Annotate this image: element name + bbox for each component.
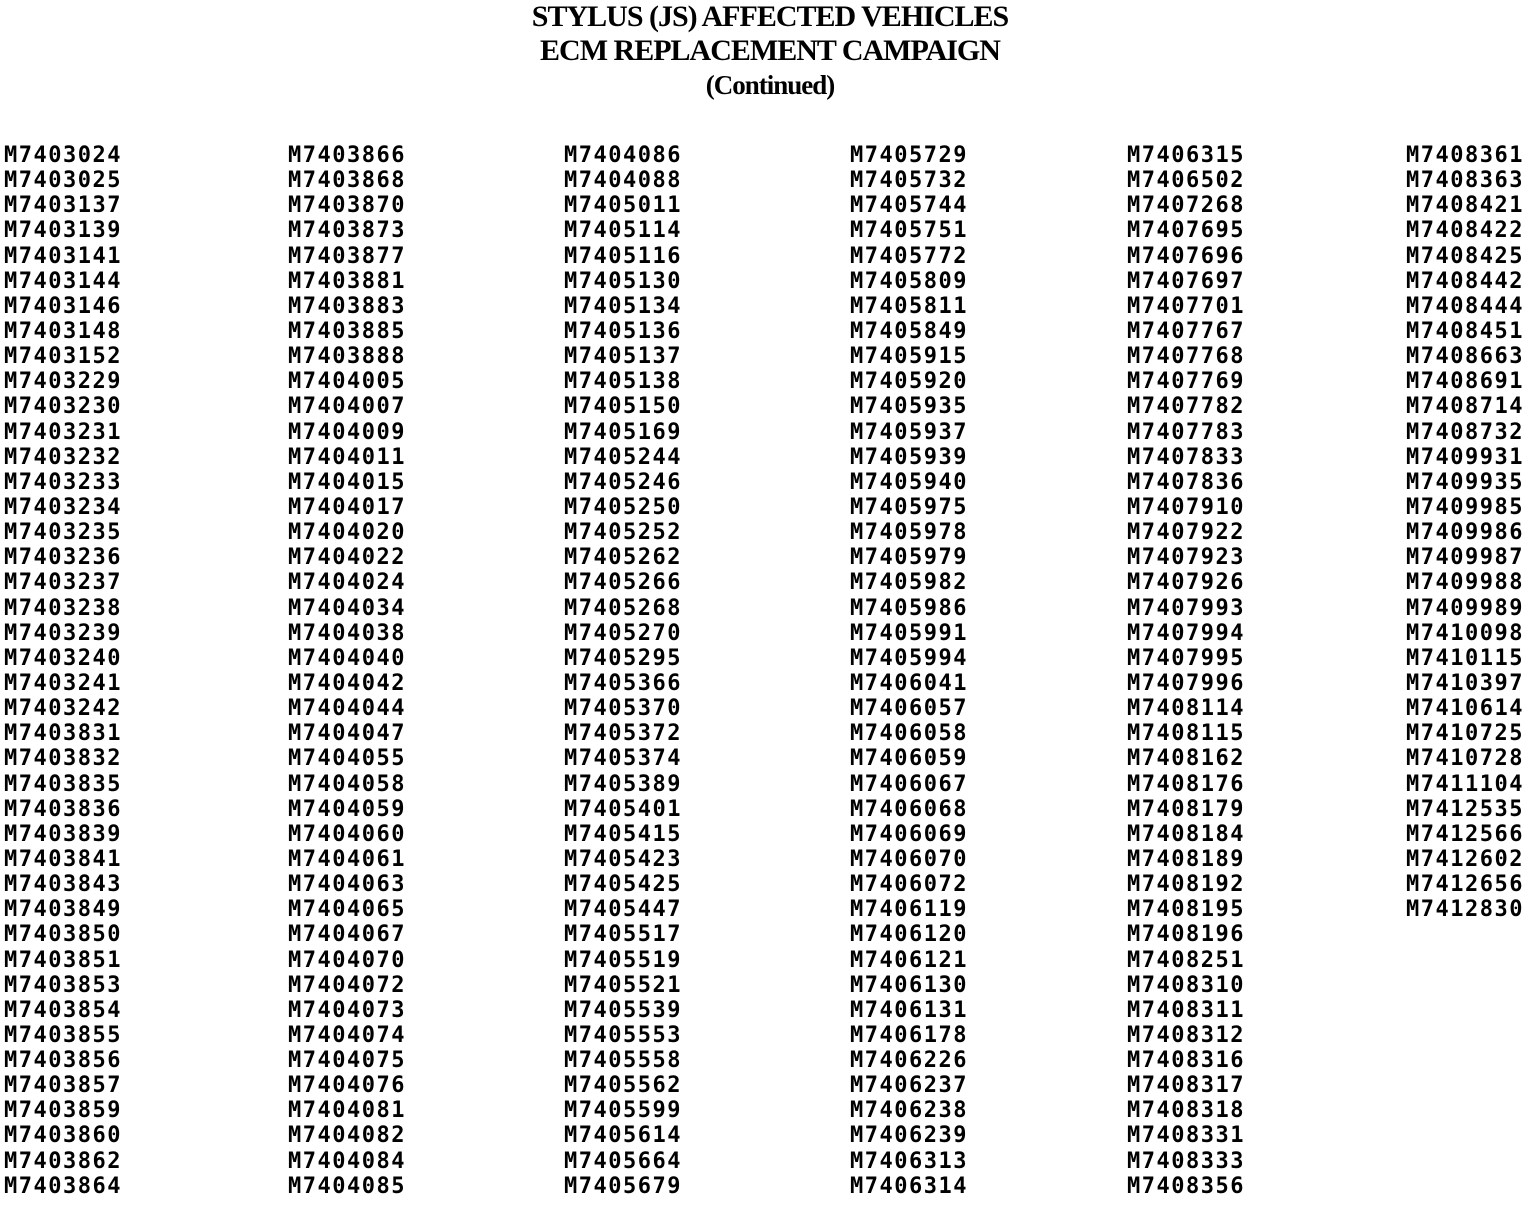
vehicle-id: M7406237 [850,1073,968,1099]
vehicle-id: M7407697 [1127,268,1245,294]
vehicle-id: M7405562 [564,1073,682,1099]
vehicle-id: M7403152 [4,344,122,370]
vehicle-id: M7410728 [1406,746,1524,772]
vehicle-id: M7404042 [288,670,406,696]
vehicle-id: M7406041 [850,670,968,696]
vehicle-id: M7404084 [288,1148,406,1174]
vehicle-id: M7404067 [288,922,406,948]
vehicle-id: M7403024 [4,143,122,168]
vehicle-id: M7405915 [850,344,968,370]
vehicle-id: M7405423 [564,846,682,872]
vehicle-id: M7405169 [564,419,682,445]
vehicle-id: M7409931 [1406,444,1524,470]
vehicle-id: M7405415 [564,821,682,847]
vehicle-id: M7405011 [564,193,682,219]
vehicle-id: M7405729 [850,143,968,168]
vehicle-id: M7405937 [850,419,968,445]
vehicle-id: M7405751 [850,218,968,244]
vehicle-id: M7403236 [4,545,122,571]
vehicle-id: M7407695 [1127,218,1245,244]
vehicle-id: M7403868 [288,168,406,194]
vehicle-id: M7406226 [850,1048,968,1074]
vehicle-id: M7406178 [850,1022,968,1048]
vehicle-id: M7408333 [1127,1148,1245,1174]
vehicle-id: M7408189 [1127,846,1245,872]
vehicle-id: M7407993 [1127,595,1245,621]
vehicle-column-4 [850,143,968,1199]
vehicle-id: M7405519 [564,947,682,973]
vehicle-id: M7407768 [1127,344,1245,370]
vehicle-id: M7404075 [288,1048,406,1074]
vehicle-id: M7406072 [850,872,968,898]
vehicle-id: M7403866 [288,143,406,168]
vehicle-id: M7405389 [564,771,682,797]
vehicle-id: M7406314 [850,1173,968,1199]
vehicle-id: M7404059 [288,796,406,822]
vehicle-id: M7408310 [1127,972,1245,998]
vehicle-id: M7405986 [850,595,968,621]
vehicle-id: M7405553 [564,1022,682,1048]
vehicle-id: M7408451 [1406,318,1524,344]
vehicle-id: M7404082 [288,1123,406,1149]
vehicle-id: M7408421 [1406,193,1524,219]
vehicle-id: M7404060 [288,821,406,847]
vehicle-id: M7404015 [288,469,406,495]
vehicle-id: M7405137 [564,344,682,370]
vehicle-id: M7405262 [564,545,682,571]
vehicle-id: M7407836 [1127,469,1245,495]
vehicle-id: M7408714 [1406,394,1524,420]
vehicle-id: M7408114 [1127,696,1245,722]
vehicle-id: M7404070 [288,947,406,973]
vehicle-id: M7403888 [288,344,406,370]
vehicle-id: M7408184 [1127,821,1245,847]
vehicle-id: M7403855 [4,1022,122,1048]
vehicle-id: M7405979 [850,545,968,571]
vehicle-id: M7408318 [1127,1098,1245,1124]
vehicle-id: M7405374 [564,746,682,772]
vehicle-id: M7405994 [850,645,968,671]
vehicle-id: M7405372 [564,721,682,747]
vehicle-id: M7406315 [1127,143,1245,168]
vehicle-id: M7403883 [288,293,406,319]
vehicle-id: M7407767 [1127,318,1245,344]
document-title: STYLUS (JS) AFFECTED VEHICLES [531,0,1009,33]
vehicle-id: M7403851 [4,947,122,973]
vehicle-id: M7412656 [1406,872,1524,898]
vehicle-id: M7405975 [850,494,968,520]
vehicle-id: M7404065 [288,897,406,923]
vehicle-id: M7409989 [1406,595,1524,621]
vehicle-id: M7405134 [564,293,682,319]
vehicle-id: M7406067 [850,771,968,797]
vehicle-id: M7405978 [850,520,968,546]
vehicle-id: M7403877 [288,243,406,269]
vehicle-id: M7405940 [850,469,968,495]
vehicle-id: M7403836 [4,796,122,822]
vehicle-id: M7406131 [850,997,968,1023]
vehicle-id: M7405679 [564,1173,682,1199]
vehicle-id: M7404009 [288,419,406,445]
vehicle-id: M7405366 [564,670,682,696]
vehicle-id: M7403839 [4,821,122,847]
vehicle-id: M7405250 [564,494,682,520]
vehicle-id: M7408442 [1406,268,1524,294]
vehicle-id: M7404085 [288,1173,406,1199]
vehicle-id: M7406059 [850,746,968,772]
vehicle-id: M7404072 [288,972,406,998]
vehicle-id: M7403841 [4,846,122,872]
vehicle-id: M7407769 [1127,369,1245,395]
vehicle-id: M7403873 [288,218,406,244]
vehicle-id: M7404017 [288,494,406,520]
vehicle-id: M7404073 [288,997,406,1023]
vehicle-id: M7406313 [850,1148,968,1174]
vehicle-id: M7403240 [4,645,122,671]
vehicle-id: M7405517 [564,922,682,948]
vehicle-id: M7403234 [4,494,122,520]
vehicle-id: M7405935 [850,394,968,420]
vehicle-id: M7412535 [1406,796,1524,822]
vehicle-id: M7410614 [1406,696,1524,722]
vehicle-id: M7403235 [4,520,122,546]
vehicle-id: M7407783 [1127,419,1245,445]
vehicle-id: M7409986 [1406,520,1524,546]
vehicle-id: M7407994 [1127,620,1245,646]
vehicle-id: M7403849 [4,897,122,923]
vehicle-id: M7407926 [1127,570,1245,596]
vehicle-id: M7408356 [1127,1173,1245,1199]
vehicle-id: M7408251 [1127,947,1245,973]
vehicle-id: M7408196 [1127,922,1245,948]
vehicle-id: M7405991 [850,620,968,646]
vehicle-id: M7409985 [1406,494,1524,520]
vehicle-id: M7403831 [4,721,122,747]
vehicle-id: M7408331 [1127,1123,1245,1149]
vehicle-id: M7408311 [1127,997,1245,1023]
vehicle-id: M7404022 [288,545,406,571]
vehicle-id: M7403144 [4,268,122,294]
vehicle-id: M7405244 [564,444,682,470]
vehicle-id: M7406119 [850,897,968,923]
vehicle-id: M7403232 [4,444,122,470]
vehicle-column-1 [4,143,122,1199]
vehicle-id: M7403850 [4,922,122,948]
vehicle-id: M7407833 [1127,444,1245,470]
vehicle-id: M7403239 [4,620,122,646]
vehicle-id: M7406120 [850,922,968,948]
vehicle-id: M7409935 [1406,469,1524,495]
vehicle-id: M7408195 [1127,897,1245,923]
vehicle-id: M7404088 [564,168,682,194]
vehicle-id: M7408363 [1406,168,1524,194]
vehicle-id: M7408162 [1127,746,1245,772]
vehicle-id: M7412830 [1406,897,1524,923]
vehicle-id: M7403242 [4,696,122,722]
vehicle-id: M7407996 [1127,670,1245,696]
vehicle-id: M7405558 [564,1048,682,1074]
vehicle-id: M7405447 [564,897,682,923]
vehicle-id: M7407782 [1127,394,1245,420]
document-subtitle: ECM REPLACEMENT CAMPAIGN [540,34,1000,67]
vehicle-id: M7407268 [1127,193,1245,219]
vehicle-id: M7412566 [1406,821,1524,847]
vehicle-id: M7406069 [850,821,968,847]
vehicle-id: M7403862 [4,1148,122,1174]
vehicle-id: M7406121 [850,947,968,973]
vehicle-id: M7408422 [1406,218,1524,244]
vehicle-id: M7405295 [564,645,682,671]
vehicle-id: M7404058 [288,771,406,797]
vehicle-id: M7403857 [4,1073,122,1099]
vehicle-column-6 [1406,143,1524,922]
vehicle-id: M7405266 [564,570,682,596]
vehicle-id: M7405150 [564,394,682,420]
vehicle-id: M7404024 [288,570,406,596]
vehicle-id: M7403860 [4,1123,122,1149]
vehicle-id: M7407701 [1127,293,1245,319]
vehicle-id: M7403835 [4,771,122,797]
vehicle-id: M7404040 [288,645,406,671]
vehicle-id: M7410115 [1406,645,1524,671]
vehicle-column-2 [288,143,406,1199]
vehicle-id: M7403137 [4,193,122,219]
vehicle-id: M7405114 [564,218,682,244]
vehicle-id: M7405521 [564,972,682,998]
vehicle-list [0,143,1540,1213]
vehicle-id: M7405252 [564,520,682,546]
vehicle-id: M7403233 [4,469,122,495]
vehicle-id: M7405811 [850,293,968,319]
vehicle-id: M7408176 [1127,771,1245,797]
vehicle-id: M7405849 [850,318,968,344]
vehicle-id: M7403854 [4,997,122,1023]
vehicle-id: M7408663 [1406,344,1524,370]
vehicle-id: M7408317 [1127,1073,1245,1099]
vehicle-id: M7405130 [564,268,682,294]
vehicle-id: M7403853 [4,972,122,998]
vehicle-id: M7408732 [1406,419,1524,445]
vehicle-column-3 [564,143,682,1199]
vehicle-id: M7404076 [288,1073,406,1099]
vehicle-id: M7405116 [564,243,682,269]
vehicle-id: M7405614 [564,1123,682,1149]
vehicle-id: M7408444 [1406,293,1524,319]
vehicle-id: M7409988 [1406,570,1524,596]
vehicle-id: M7404038 [288,620,406,646]
vehicle-id: M7403885 [288,318,406,344]
vehicle-id: M7405599 [564,1098,682,1124]
vehicle-id: M7404005 [288,369,406,395]
vehicle-id: M7404047 [288,721,406,747]
vehicle-id: M7403870 [288,193,406,219]
vehicle-id: M7404055 [288,746,406,772]
vehicle-id: M7405664 [564,1148,682,1174]
vehicle-id: M7404034 [288,595,406,621]
vehicle-id: M7405268 [564,595,682,621]
vehicle-id: M7403231 [4,419,122,445]
vehicle-id: M7403843 [4,872,122,898]
vehicle-id: M7412602 [1406,846,1524,872]
vehicle-id: M7410725 [1406,721,1524,747]
vehicle-id: M7403148 [4,318,122,344]
vehicle-id: M7405138 [564,369,682,395]
vehicle-id: M7405401 [564,796,682,822]
vehicle-id: M7403141 [4,243,122,269]
vehicle-id: M7403025 [4,168,122,194]
vehicle-id: M7403139 [4,218,122,244]
vehicle-id: M7405772 [850,243,968,269]
vehicle-id: M7406070 [850,846,968,872]
vehicle-id: M7404081 [288,1098,406,1124]
vehicle-id: M7408691 [1406,369,1524,395]
vehicle-id: M7406068 [850,796,968,822]
vehicle-id: M7403238 [4,595,122,621]
vehicle-id: M7406130 [850,972,968,998]
vehicle-id: M7404063 [288,872,406,898]
vehicle-id: M7410098 [1406,620,1524,646]
vehicle-id: M7408192 [1127,872,1245,898]
vehicle-id: M7405246 [564,469,682,495]
vehicle-id: M7403859 [4,1098,122,1124]
vehicle-id: M7408312 [1127,1022,1245,1048]
vehicle-id: M7408316 [1127,1048,1245,1074]
vehicle-id: M7403230 [4,394,122,420]
vehicle-id: M7407922 [1127,520,1245,546]
vehicle-column-5 [1127,143,1245,1199]
vehicle-id: M7404061 [288,846,406,872]
vehicle-id: M7408361 [1406,143,1524,168]
vehicle-id: M7405939 [850,444,968,470]
vehicle-id: M7404044 [288,696,406,722]
vehicle-id: M7403864 [4,1173,122,1199]
vehicle-id: M7405982 [850,570,968,596]
vehicle-id: M7404011 [288,444,406,470]
vehicle-id: M7403237 [4,570,122,596]
vehicle-id: M7405809 [850,268,968,294]
vehicle-id: M7407910 [1127,494,1245,520]
vehicle-id: M7405732 [850,168,968,194]
vehicle-id: M7403146 [4,293,122,319]
vehicle-id: M7403832 [4,746,122,772]
vehicle-id: M7405920 [850,369,968,395]
vehicle-id: M7405270 [564,620,682,646]
vehicle-id: M7407696 [1127,243,1245,269]
vehicle-id: M7407923 [1127,545,1245,571]
vehicle-id: M7406057 [850,696,968,722]
vehicle-id: M7408115 [1127,721,1245,747]
vehicle-id: M7403856 [4,1048,122,1074]
vehicle-id: M7404020 [288,520,406,546]
vehicle-id: M7405539 [564,997,682,1023]
vehicle-id: M7405136 [564,318,682,344]
vehicle-id: M7405425 [564,872,682,898]
vehicle-id: M7407995 [1127,645,1245,671]
vehicle-id: M7404086 [564,143,682,168]
continued-label: (Continued) [705,70,835,100]
vehicle-id: M7406238 [850,1098,968,1124]
vehicle-id: M7403881 [288,268,406,294]
vehicle-id: M7408179 [1127,796,1245,822]
vehicle-id: M7404074 [288,1022,406,1048]
vehicle-id: M7409987 [1406,545,1524,571]
vehicle-id: M7411104 [1406,771,1524,797]
vehicle-id: M7403241 [4,670,122,696]
vehicle-id: M7408425 [1406,243,1524,269]
vehicle-id: M7406239 [850,1123,968,1149]
vehicle-id: M7405370 [564,696,682,722]
vehicle-id: M7406502 [1127,168,1245,194]
vehicle-id: M7404007 [288,394,406,420]
vehicle-id: M7406058 [850,721,968,747]
vehicle-id: M7410397 [1406,670,1524,696]
vehicle-id: M7403229 [4,369,122,395]
vehicle-id: M7405744 [850,193,968,219]
document-header [0,0,1540,102]
